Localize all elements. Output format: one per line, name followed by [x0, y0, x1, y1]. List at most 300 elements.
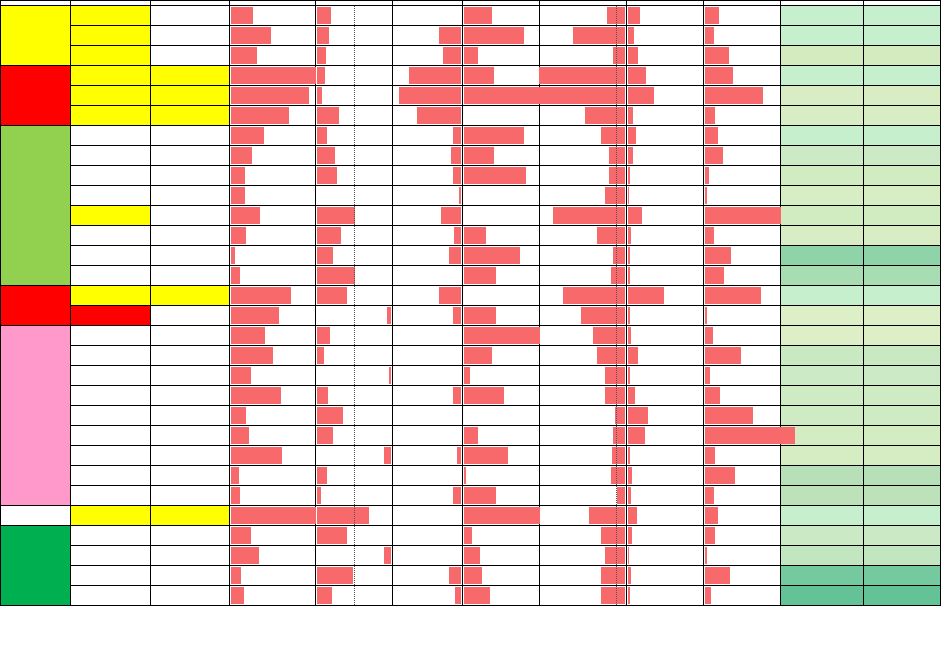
table-row[interactable] — [1, 226, 941, 246]
ytd-change — [462, 426, 539, 446]
today-change — [315, 506, 392, 526]
mcap-growth — [704, 46, 781, 66]
turnover-rank — [151, 366, 230, 386]
september-change — [392, 26, 462, 46]
mcap-month-start — [780, 86, 863, 106]
mcap-today — [864, 586, 941, 606]
turnover-amount — [230, 266, 315, 286]
turnover-rank — [151, 426, 230, 446]
turnover-rank — [151, 526, 230, 546]
ytd-change — [462, 126, 539, 146]
mcap-increase — [627, 86, 704, 106]
today-change — [315, 6, 392, 26]
today-change — [315, 266, 392, 286]
turnover-rank — [151, 186, 230, 206]
mcap-increase — [627, 546, 704, 566]
mcap-today — [864, 6, 941, 26]
today-change — [315, 306, 392, 326]
turnover-rank — [151, 66, 230, 86]
today-change — [315, 46, 392, 66]
turnover-rank — [151, 506, 230, 526]
sector-label — [1, 126, 71, 286]
turnover-amount — [230, 426, 315, 446]
turnover-amount — [230, 186, 315, 206]
industry-label — [71, 266, 151, 286]
table-body — [1, 6, 941, 606]
industry-label — [71, 486, 151, 506]
mcap-increase — [627, 566, 704, 586]
mcap-growth — [704, 166, 781, 186]
mcap-growth — [704, 326, 781, 346]
mcap-month-start — [780, 466, 863, 486]
industry-label — [71, 286, 151, 306]
mcap-increase — [627, 246, 704, 266]
mcap-month-start — [780, 386, 863, 406]
mcap-today — [864, 206, 941, 226]
turnover-rank — [151, 266, 230, 286]
table-row[interactable] — [1, 26, 941, 46]
turnover-rank — [151, 46, 230, 66]
mcap-growth — [704, 426, 781, 446]
today-change — [315, 206, 392, 226]
net-inflow — [539, 546, 626, 566]
mcap-today — [864, 186, 941, 206]
net-inflow — [539, 206, 626, 226]
table-row[interactable] — [1, 46, 941, 66]
mcap-growth — [704, 266, 781, 286]
mcap-month-start — [780, 566, 863, 586]
ytd-change — [462, 526, 539, 546]
september-change — [392, 446, 462, 466]
mcap-growth — [704, 346, 781, 366]
ytd-change — [462, 546, 539, 566]
industry-label — [71, 106, 151, 126]
industry-label — [71, 46, 151, 66]
mcap-growth — [704, 546, 781, 566]
mcap-growth — [704, 506, 781, 526]
mcap-increase — [627, 146, 704, 166]
turnover-amount — [230, 586, 315, 606]
net-inflow — [539, 26, 626, 46]
mcap-growth — [704, 386, 781, 406]
table-row[interactable] — [1, 246, 941, 266]
mcap-month-start — [780, 266, 863, 286]
turnover-amount — [230, 166, 315, 186]
net-inflow — [539, 66, 626, 86]
table-row[interactable] — [1, 146, 941, 166]
turnover-amount — [230, 366, 315, 386]
mcap-increase — [627, 366, 704, 386]
mcap-month-start — [780, 366, 863, 386]
mcap-growth — [704, 6, 781, 26]
today-change — [315, 146, 392, 166]
net-inflow — [539, 426, 626, 446]
mcap-growth — [704, 206, 781, 226]
ytd-change — [462, 106, 539, 126]
net-inflow — [539, 146, 626, 166]
september-change — [392, 466, 462, 486]
mcap-today — [864, 566, 941, 586]
ytd-change — [462, 286, 539, 306]
table-row[interactable] — [1, 526, 941, 546]
today-change — [315, 106, 392, 126]
net-inflow — [539, 306, 626, 326]
turnover-amount — [230, 486, 315, 506]
turnover-rank — [151, 326, 230, 346]
september-change — [392, 306, 462, 326]
mcap-increase — [627, 286, 704, 306]
mcap-growth — [704, 526, 781, 546]
september-change — [392, 326, 462, 346]
today-change — [315, 546, 392, 566]
mcap-increase — [627, 506, 704, 526]
today-change — [315, 346, 392, 366]
net-inflow — [539, 326, 626, 346]
today-change — [315, 386, 392, 406]
net-inflow — [539, 266, 626, 286]
table-row[interactable] — [1, 306, 941, 326]
mcap-increase — [627, 66, 704, 86]
turnover-amount — [230, 126, 315, 146]
industry-label — [71, 426, 151, 446]
september-change — [392, 546, 462, 566]
turnover-rank — [151, 206, 230, 226]
turnover-amount — [230, 6, 315, 26]
sector-label — [1, 6, 71, 66]
mcap-today — [864, 146, 941, 166]
industry-label — [71, 166, 151, 186]
mcap-today — [864, 386, 941, 406]
industry-label — [71, 246, 151, 266]
net-inflow — [539, 126, 626, 146]
mcap-month-start — [780, 186, 863, 206]
table-row[interactable] — [1, 66, 941, 86]
september-change — [392, 526, 462, 546]
september-change — [392, 86, 462, 106]
mcap-increase — [627, 386, 704, 406]
mcap-month-start — [780, 306, 863, 326]
mcap-increase — [627, 326, 704, 346]
turnover-rank — [151, 26, 230, 46]
ytd-change — [462, 446, 539, 466]
industry-label — [71, 346, 151, 366]
mcap-today — [864, 86, 941, 106]
net-inflow — [539, 226, 626, 246]
industry-label — [71, 586, 151, 606]
ytd-change — [462, 486, 539, 506]
turnover-amount — [230, 386, 315, 406]
today-change — [315, 66, 392, 86]
mcap-today — [864, 286, 941, 306]
mcap-today — [864, 106, 941, 126]
turnover-amount — [230, 26, 315, 46]
mcap-increase — [627, 266, 704, 286]
table-row[interactable] — [1, 386, 941, 406]
turnover-rank — [151, 246, 230, 266]
industry-label — [71, 406, 151, 426]
industry-label — [71, 206, 151, 226]
sector-label — [1, 66, 71, 126]
september-change — [392, 486, 462, 506]
ytd-change — [462, 326, 539, 346]
table-row[interactable] — [1, 406, 941, 426]
turnover-rank — [151, 286, 230, 306]
mcap-month-start — [780, 226, 863, 246]
table-row[interactable] — [1, 546, 941, 566]
mcap-today — [864, 426, 941, 446]
table-row[interactable] — [1, 426, 941, 446]
mcap-month-start — [780, 26, 863, 46]
today-change — [315, 26, 392, 46]
today-change — [315, 526, 392, 546]
mcap-month-start — [780, 126, 863, 146]
mcap-today — [864, 46, 941, 66]
mcap-month-start — [780, 286, 863, 306]
mcap-today — [864, 366, 941, 386]
net-inflow — [539, 106, 626, 126]
table-row[interactable] — [1, 566, 941, 586]
table-row[interactable] — [1, 6, 941, 26]
mcap-increase — [627, 466, 704, 486]
turnover-amount — [230, 406, 315, 426]
turnover-rank — [151, 6, 230, 26]
ytd-change — [462, 466, 539, 486]
industry-label — [71, 306, 151, 326]
ytd-change — [462, 366, 539, 386]
mcap-increase — [627, 486, 704, 506]
table-row[interactable] — [1, 86, 941, 106]
net-inflow — [539, 586, 626, 606]
table-row[interactable] — [1, 166, 941, 186]
net-inflow — [539, 406, 626, 426]
turnover-rank — [151, 546, 230, 566]
september-change — [392, 506, 462, 526]
today-change — [315, 86, 392, 106]
today-change — [315, 406, 392, 426]
mcap-increase — [627, 46, 704, 66]
september-change — [392, 286, 462, 306]
mcap-increase — [627, 166, 704, 186]
september-change — [392, 46, 462, 66]
net-inflow — [539, 166, 626, 186]
today-change — [315, 126, 392, 146]
mcap-increase — [627, 446, 704, 466]
net-inflow — [539, 346, 626, 366]
mcap-growth — [704, 366, 781, 386]
ytd-change — [462, 266, 539, 286]
turnover-amount — [230, 106, 315, 126]
mcap-month-start — [780, 326, 863, 346]
mcap-today — [864, 166, 941, 186]
mcap-increase — [627, 26, 704, 46]
september-change — [392, 386, 462, 406]
september-change — [392, 406, 462, 426]
industry-label — [71, 366, 151, 386]
ytd-change — [462, 6, 539, 26]
net-inflow — [539, 386, 626, 406]
industry-label — [71, 226, 151, 246]
mcap-growth — [704, 126, 781, 146]
today-change — [315, 426, 392, 446]
mcap-today — [864, 466, 941, 486]
september-change — [392, 366, 462, 386]
turnover-rank — [151, 166, 230, 186]
today-change — [315, 566, 392, 586]
ytd-change — [462, 46, 539, 66]
turnover-amount — [230, 346, 315, 366]
mcap-today — [864, 446, 941, 466]
mcap-increase — [627, 106, 704, 126]
september-change — [392, 186, 462, 206]
industry-label — [71, 26, 151, 46]
mcap-growth — [704, 66, 781, 86]
turnover-rank — [151, 146, 230, 166]
mcap-month-start — [780, 446, 863, 466]
mcap-increase — [627, 426, 704, 446]
mcap-increase — [627, 406, 704, 426]
mcap-today — [864, 406, 941, 426]
september-change — [392, 426, 462, 446]
turnover-amount — [230, 566, 315, 586]
turnover-rank — [151, 486, 230, 506]
table-row[interactable] — [1, 266, 941, 286]
mcap-growth — [704, 446, 781, 466]
industry-label — [71, 326, 151, 346]
turnover-rank — [151, 566, 230, 586]
industry-label — [71, 526, 151, 546]
mcap-growth — [704, 286, 781, 306]
september-change — [392, 246, 462, 266]
ytd-change — [462, 66, 539, 86]
table-row[interactable] — [1, 446, 941, 466]
turnover-amount — [230, 326, 315, 346]
mcap-today — [864, 546, 941, 566]
mcap-today — [864, 66, 941, 86]
turnover-rank — [151, 586, 230, 606]
mcap-increase — [627, 226, 704, 246]
table-row[interactable] — [1, 326, 941, 346]
table-row[interactable] — [1, 506, 941, 526]
today-change — [315, 486, 392, 506]
mcap-today — [864, 506, 941, 526]
today-change — [315, 326, 392, 346]
ytd-change — [462, 406, 539, 426]
industry-label — [71, 126, 151, 146]
ytd-change — [462, 566, 539, 586]
net-inflow — [539, 286, 626, 306]
table-row[interactable] — [1, 186, 941, 206]
mcap-growth — [704, 566, 781, 586]
mcap-increase — [627, 586, 704, 606]
turnover-amount — [230, 286, 315, 306]
table-row[interactable] — [1, 586, 941, 606]
september-change — [392, 106, 462, 126]
ytd-change — [462, 206, 539, 226]
mcap-growth — [704, 246, 781, 266]
today-change — [315, 466, 392, 486]
mcap-month-start — [780, 246, 863, 266]
today-change — [315, 186, 392, 206]
ytd-change — [462, 586, 539, 606]
industry-label — [71, 186, 151, 206]
turnover-amount — [230, 526, 315, 546]
september-change — [392, 206, 462, 226]
mcap-increase — [627, 306, 704, 326]
turnover-rank — [151, 306, 230, 326]
turnover-amount — [230, 86, 315, 106]
net-inflow — [539, 526, 626, 546]
ytd-change — [462, 246, 539, 266]
mcap-growth — [704, 26, 781, 46]
turnover-amount — [230, 226, 315, 246]
net-inflow — [539, 486, 626, 506]
industry-label — [71, 146, 151, 166]
table-row[interactable] — [1, 486, 941, 506]
table-row[interactable] — [1, 366, 941, 386]
mcap-month-start — [780, 66, 863, 86]
sector-label — [1, 526, 71, 606]
mcap-today — [864, 486, 941, 506]
mcap-growth — [704, 226, 781, 246]
september-change — [392, 126, 462, 146]
september-change — [392, 66, 462, 86]
mcap-increase — [627, 6, 704, 26]
net-inflow — [539, 246, 626, 266]
mcap-today — [864, 26, 941, 46]
mcap-growth — [704, 486, 781, 506]
table-row[interactable] — [1, 106, 941, 126]
mcap-growth — [704, 586, 781, 606]
ytd-change — [462, 386, 539, 406]
today-change — [315, 366, 392, 386]
industry-label — [71, 86, 151, 106]
mcap-increase — [627, 186, 704, 206]
september-change — [392, 586, 462, 606]
table-row[interactable] — [1, 346, 941, 366]
mcap-today — [864, 226, 941, 246]
mcap-month-start — [780, 206, 863, 226]
mcap-month-start — [780, 546, 863, 566]
net-inflow — [539, 506, 626, 526]
turnover-amount — [230, 246, 315, 266]
industry-label — [71, 66, 151, 86]
turnover-rank — [151, 466, 230, 486]
turnover-amount — [230, 46, 315, 66]
table-row[interactable] — [1, 466, 941, 486]
mcap-month-start — [780, 506, 863, 526]
september-change — [392, 146, 462, 166]
ytd-change — [462, 346, 539, 366]
turnover-amount — [230, 66, 315, 86]
table-row[interactable] — [1, 286, 941, 306]
table-row[interactable] — [1, 126, 941, 146]
mcap-today — [864, 306, 941, 326]
today-change — [315, 446, 392, 466]
turnover-rank — [151, 346, 230, 366]
table-row[interactable] — [1, 206, 941, 226]
mcap-increase — [627, 526, 704, 546]
mcap-month-start — [780, 166, 863, 186]
mcap-today — [864, 526, 941, 546]
industry-label — [71, 446, 151, 466]
ytd-change — [462, 226, 539, 246]
mcap-month-start — [780, 6, 863, 26]
today-change — [315, 286, 392, 306]
mcap-growth — [704, 106, 781, 126]
sector-label — [1, 506, 71, 526]
september-change — [392, 566, 462, 586]
ytd-change — [462, 506, 539, 526]
